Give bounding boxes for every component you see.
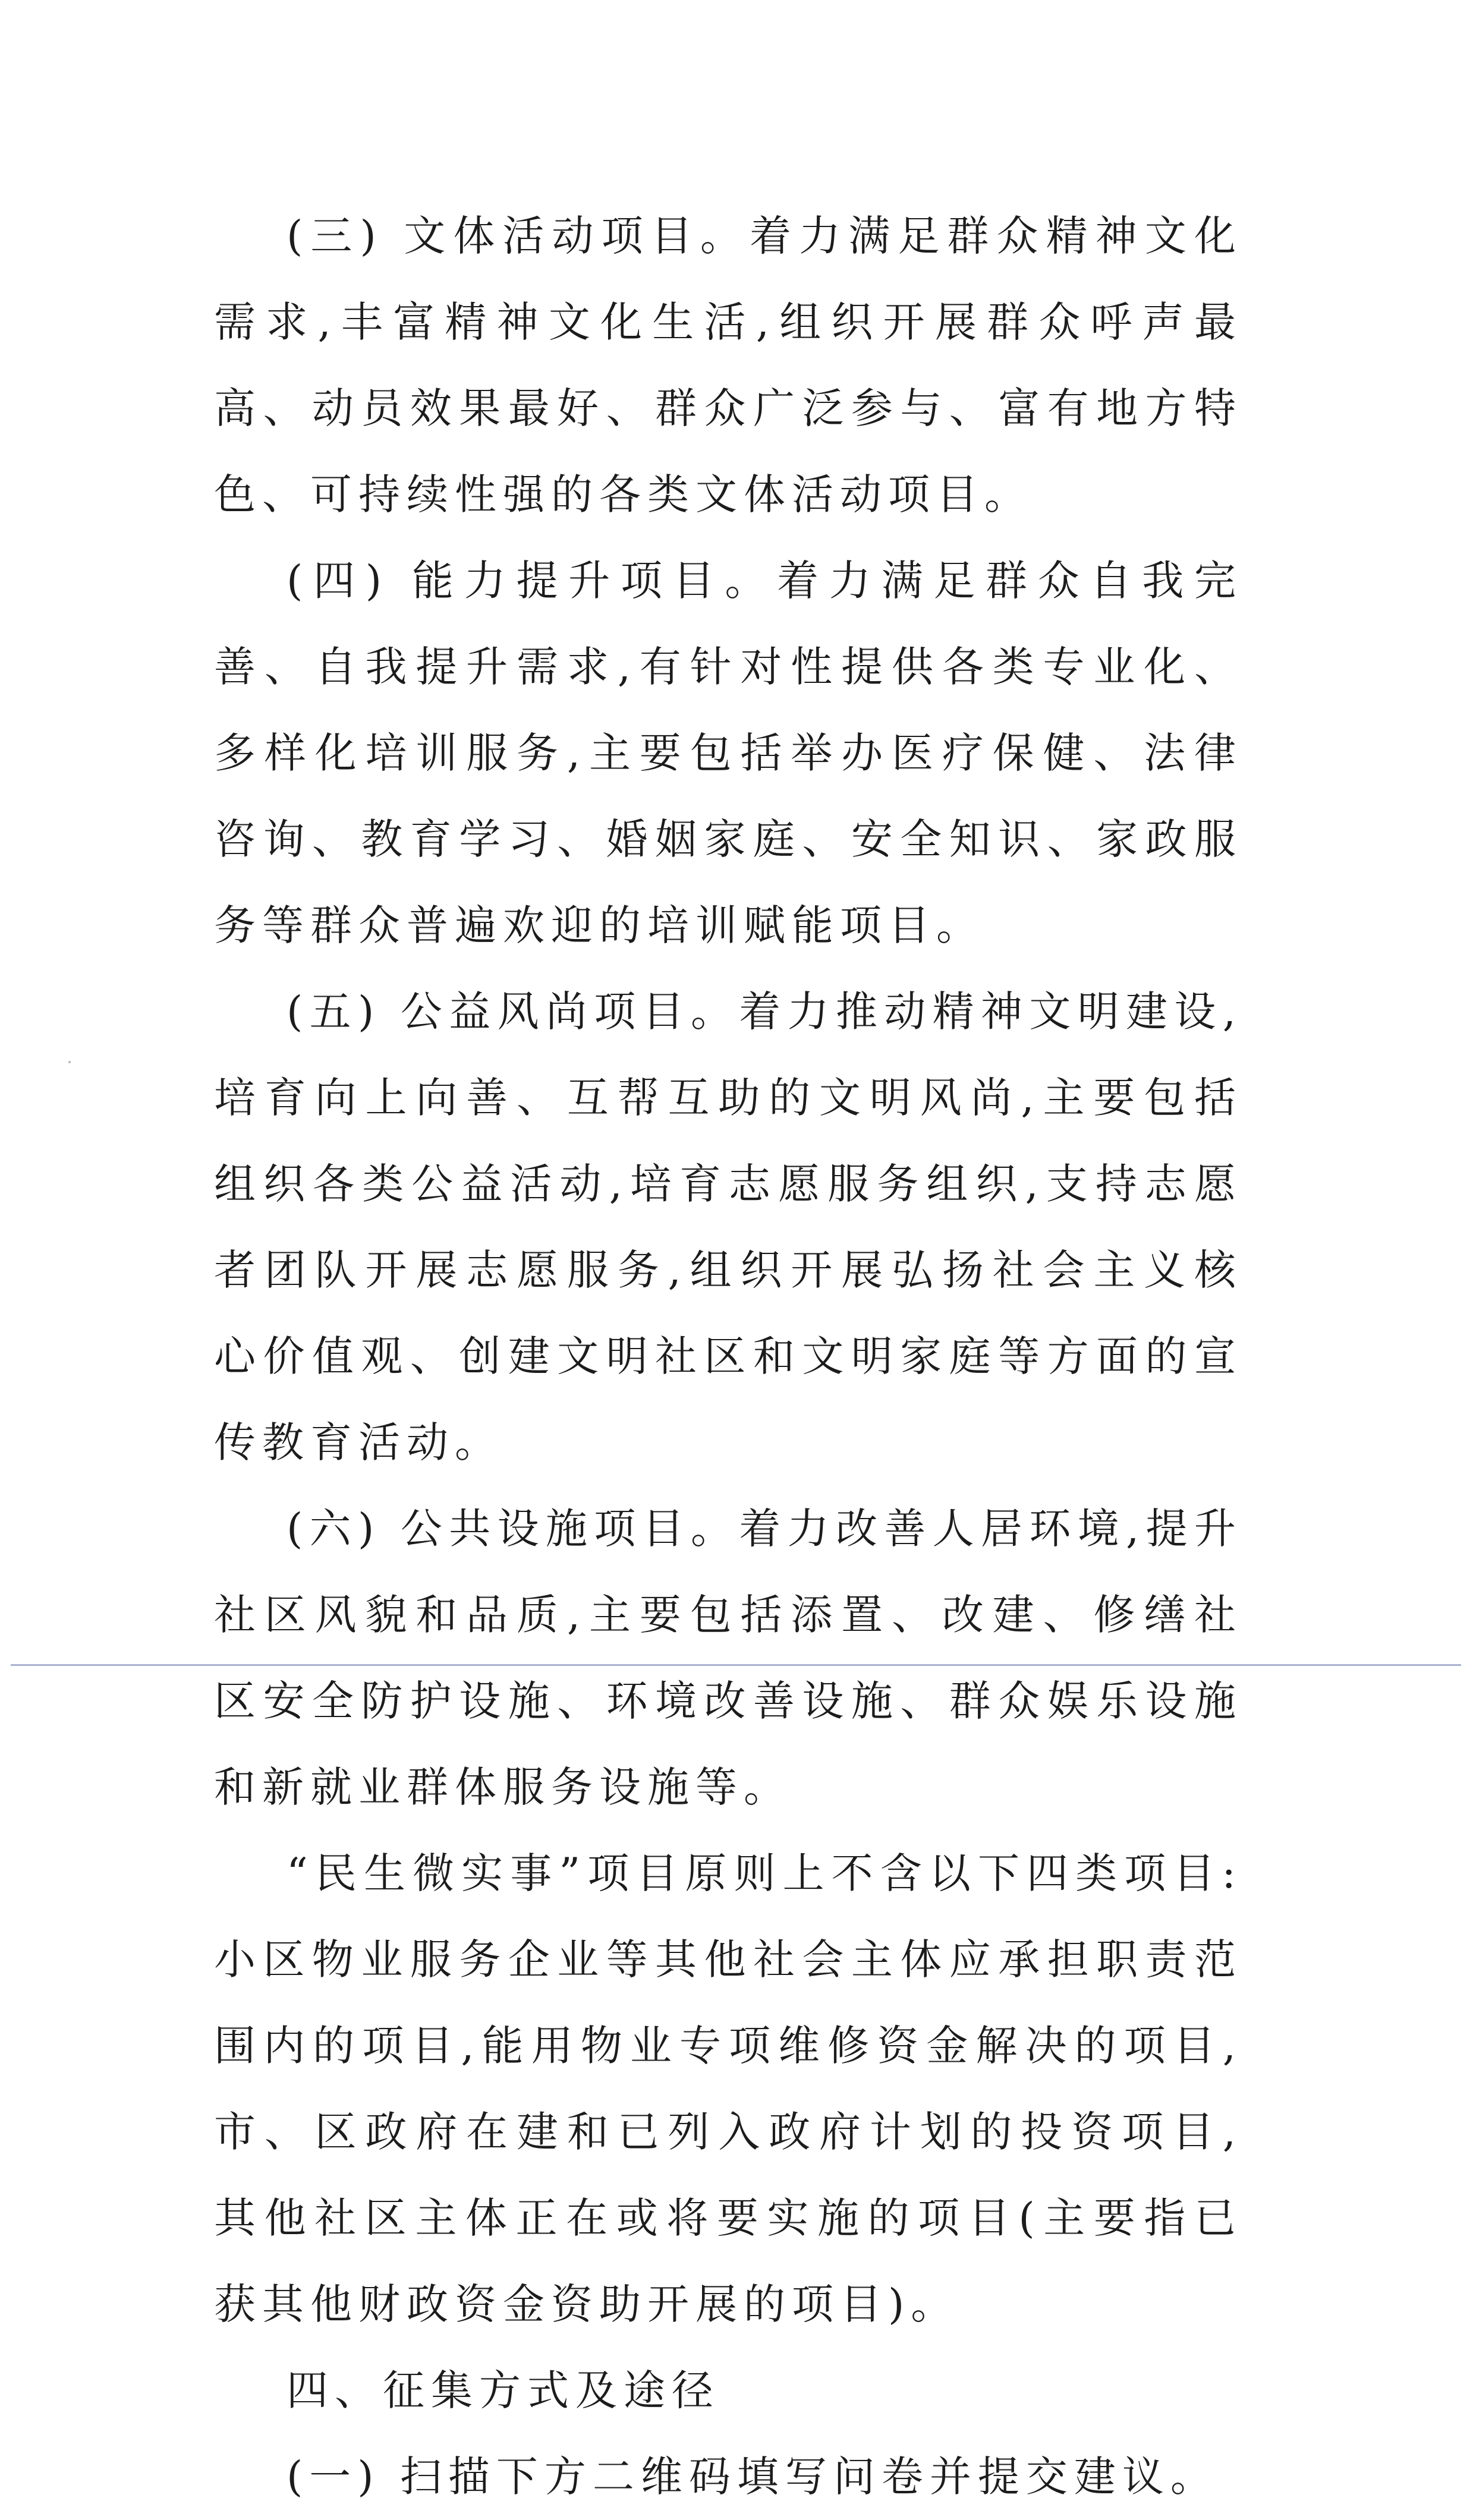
paragraph-public-welfare-projects: (五) 公益风尚项目。着力推动精神文明建设,培育向上向善、互帮互助的文明风尚,主要包括组织各类公益活动,培育志愿服务组织,支持志愿者团队开展志愿服务,组织开展弘扬社会主义核心价值观、创建文明社区和文明家庭等方面的宣传教育活动。 [214, 987, 1242, 1467]
paragraph-capacity-building-projects: (四) 能力提升项目。着力满足群众自我完善、自我提升需求,有针对性提供各类专业化、多样化培训服务,主要包括举办医疗保健、法律咨询、教育学习、婚姻家庭、安全知识、家政服务等群众普遍欢迎的培训赋能项目。 [214, 556, 1242, 950]
paragraph-public-facilities-projects: (六) 公共设施项目。着力改善人居环境,提升社区风貌和品质,主要包括添置、改建、修缮社区安全防护设施、环境改善设施、群众娱乐设施和新就业群体服务设施等。 [214, 1504, 1242, 1812]
paragraph-qr-code-method: (一) 扫描下方二维码填写问卷并提交建议。 [287, 2452, 1219, 2501]
scan-speck [68, 1061, 71, 1063]
section-heading-collection-methods: 四、征集方式及途径 [287, 2366, 720, 2415]
document-body [214, 193, 1242, 2520]
paragraph-excluded-projects: “民生微实事”项目原则上不含以下四类项目:小区物业服务企业等其他社会主体应承担职责范围内的项目,能用物业专项维修资金解决的项目,市、区政府在建和已列入政府计划的投资项目,其他社区主体正在或将要实施的项目(主要指已获其他财政资金资助开展的项目)。 [214, 1849, 1242, 2329]
paragraph-cultural-sports-projects: (三) 文体活动项目。着力满足群众精神文化需求,丰富精神文化生活,组织开展群众呼声最高、动员效果最好、群众广泛参与、富有地方特色、可持续性强的各类文体活动项目。 [214, 212, 1242, 519]
